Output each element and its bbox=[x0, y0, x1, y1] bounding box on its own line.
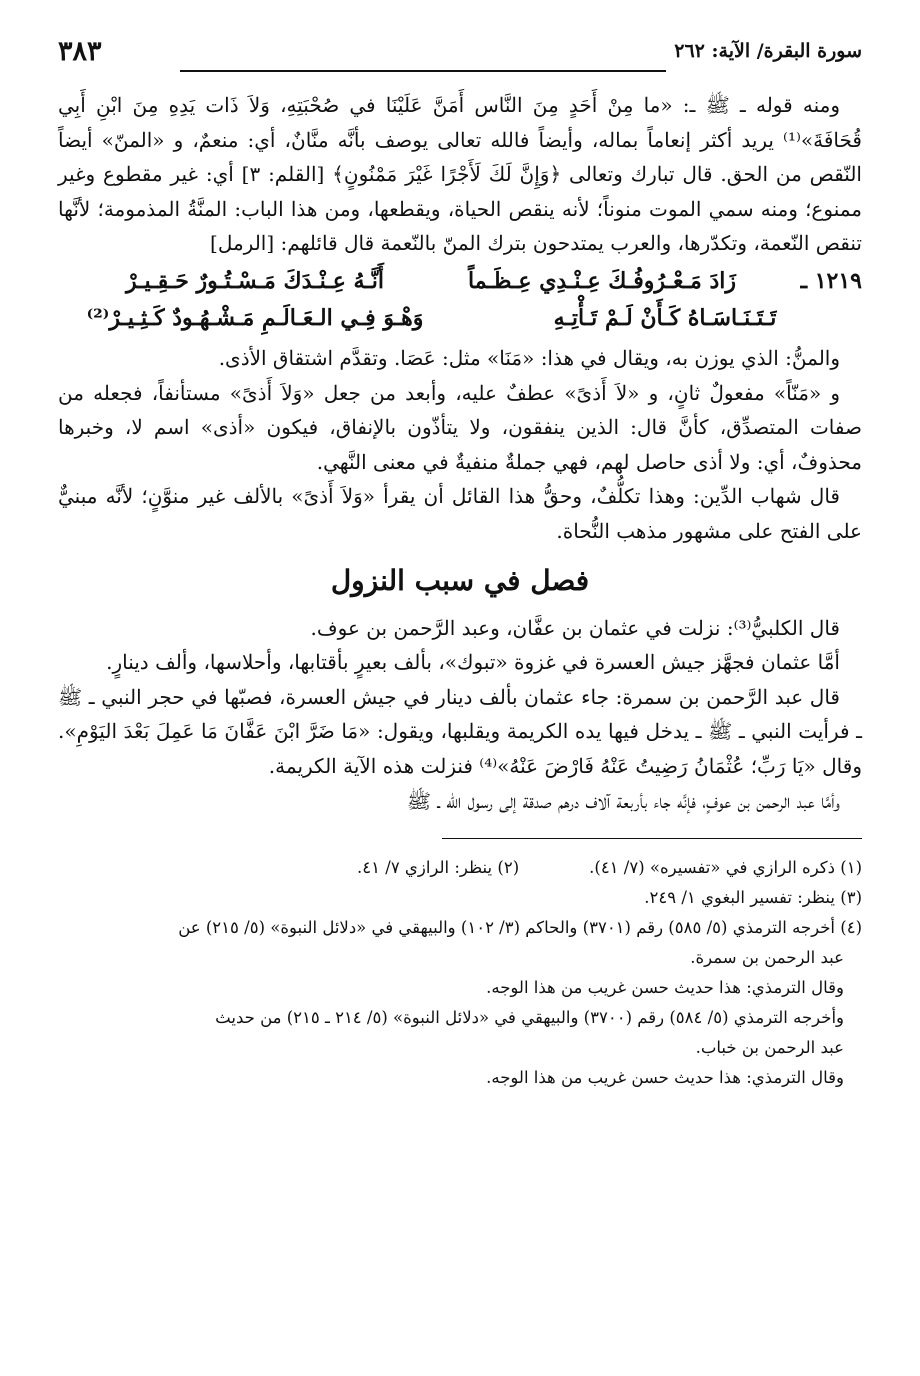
verse-text-1b: أَنَّـهُ عِـنْـدَكَ مَـسْـتُـورٌ حَـقِـيـرْ bbox=[125, 267, 384, 294]
footnote-2: (٢) ينظر: الرازي ٧/ ٤١. bbox=[357, 858, 520, 878]
paragraph-8: وأمَّا عبد الرحمن بن عوفٍ، فإنَّه جاء بأربعة آلاف درهم صدقة إلى رسول الله ـ ﷺ bbox=[406, 788, 840, 813]
surah-heading: سورة البقرة/ الآية: ٢٦٢ bbox=[674, 40, 862, 62]
footnote-4-second-tirmidhi-note: وقال الترمذي: هذا حديث حسن غريب من هذا الوجه. bbox=[486, 1068, 844, 1088]
footnote-4-continuation: عبد الرحمن بن سمرة. bbox=[690, 948, 844, 968]
verse-text-2b: وَهْـوَ فِـي الـعَـالَـمِ مَـشْـهُـودٌ كَـثِـيـرْ⁽²⁾ bbox=[86, 304, 424, 331]
paragraph-5: قال الكلبيُّ⁽³⁾: نزلت في عثمان بن عفَّان، وعبد الرَّحمن بن عوف. bbox=[310, 615, 840, 640]
footnote-4-second-source: وأخرجه الترمذي (٥/ ٥٨٤) رقم (٣٧٠٠) والبيهقي في «دلائل النبوة» (٥/ ٢١٤ ـ ٢١٥) من حديث bbox=[215, 1008, 844, 1028]
verse-text-1a: زَادَ مَـعْـرُوفُـكَ عِـنْـدِي عِـظَـماً bbox=[468, 267, 737, 294]
footnote-row-1 bbox=[58, 853, 862, 883]
footnote-4: (٤) أخرجه الترمذي (٥/ ٥٨٥) رقم (٣٧٠١) والحاكم (٣/ ١٠٢) والبيهقي في «دلائل النبوة» (٥/ ٢١٥) عن bbox=[178, 918, 862, 938]
verse-hemistich-2b bbox=[58, 300, 452, 337]
main-text bbox=[58, 88, 862, 818]
poetry-verse bbox=[58, 263, 862, 337]
paragraph-1: ومنه قوله ـ ﷺ ـ: «ما مِنْ أَحَدٍ مِنَ النَّاس أَمَنَّ عَلَيْنَا في صُحْبَتِهِ، وَلاَ ذَات يَدِهِ مِنَ ابْنِ أَبِي قُحَافَةَ»⁽¹⁾ يريد أكثر إنعاماً بماله، وأيضاً فالله تعالى يوصف بأنَّه منَّانٌ، أي: منعمٌ، و «المنّ» أيضاً النّقص من الحق. قال تبارك وتعالى ﴿وَإِنَّ لَكَ لَأَجْرًا غَيْرَ مَمْنُونٍ﴾ [القلم: ٣] أي: غير مقطوع وغير ممنوع؛ ومنه سمي الموت منوناً؛ لأنه ينقص الحياة، ويقطعها، ومن هذا الباب: المنَّةُ المذمومة؛ لأنَّها تنقص النّعمة، وتكدّرها، والعرب يمتدحون بترك المنّ بالنّعمة قال قائلهم: [الرمل] bbox=[58, 93, 863, 256]
footnote-1: (١) ذكره الرازي في «تفسيره» (٧/ ٤١). bbox=[589, 858, 862, 878]
paragraph-6: أمَّا عثمان فجهَّز جيش العسرة في غزوة «تبوك»، بألف بعيرٍ بأقتابها، وأحلاسها، وألف دينارٍ. bbox=[106, 650, 840, 675]
header-rule bbox=[180, 70, 666, 72]
verse-line-1 bbox=[58, 263, 862, 300]
verse-line-2 bbox=[58, 300, 862, 337]
section-heading: فصل في سبب النزول bbox=[330, 563, 590, 597]
paragraph-4: قال شهاب الدِّين: وهذا تكلُّفٌ، وحقُّ هذا القائل أن يقرأ «وَلاَ أَذىً» بالألف غير منوَّنٍ؛ لأنَّه مبنيٌّ على الفتح على مشهور مذهب النُّحاة. bbox=[58, 484, 862, 543]
paragraph-7: قال عبد الرَّحمن بن سمرة: جاء عثمان بألف دينار في جيش العسرة، فصبّها في حجر النبي ـ ﷺ ـ فرأيت النبي ـ ﷺ ـ يدخل فيها يده الكريمة ويقلبها، ويقول: «مَا ضَرَّ ابْنَ عَفَّانَ مَا عَمِلَ بَعْدَ اليَوْمِ». وقال «يَا رَبِّ؛ عُثْمَانُ رَضِيتُ عَنْهُ فَارْضَ عَنْهُ»⁽⁴⁾ فنزلت هذه الآية الكريمة. bbox=[58, 684, 862, 778]
paragraph-2: والمنُّ: الذي يوزن به، ويقال في هذا: «مَنَا» مثل: عَصَا. وتقدَّم اشتقاق الأذى. bbox=[218, 345, 840, 370]
verse-hemistich-1b bbox=[58, 263, 452, 300]
verse-hemistich-1a bbox=[468, 263, 862, 300]
verse-text-2a: تَـتَـنَـاسَـاهُ كَـأَنْ لَـمْ تَـأْتِـهِ bbox=[553, 304, 777, 331]
footnotes bbox=[58, 853, 862, 1093]
paragraph-3: و «مَنّاً» مفعولٌ ثانٍ، و «لاَ أَذىً» عطفٌ عليه، وأبعد من جعل «وَلاَ أَذىً» مستأنفاً، فجعله من صفات المتصدِّق، كأنَّ قال: الذين ينفقون، ولا يتأذّون بالإنفاق، فيكون «أذى» اسم لا، وخبرها محذوفٌ، أي: ولا أذى حاصل لهم، فهي جملةٌ منفيةٌ في معنى النَّهي. bbox=[58, 380, 862, 474]
verse-number: ١٢١٩ ـ bbox=[800, 267, 862, 294]
footnote-3: (٣) ينظر: تفسير البغوي ١/ ٢٤٩. bbox=[644, 888, 862, 908]
running-header bbox=[58, 36, 862, 76]
footnote-4-second-narrator: عبد الرحمن بن خباب. bbox=[695, 1038, 844, 1058]
page-number: ٣٨٣ bbox=[58, 36, 102, 67]
footnote-separator bbox=[442, 838, 862, 839]
verse-hemistich-2a bbox=[468, 300, 862, 337]
footnote-4-tirmidhi-note: وقال الترمذي: هذا حديث حسن غريب من هذا الوجه. bbox=[486, 978, 844, 998]
